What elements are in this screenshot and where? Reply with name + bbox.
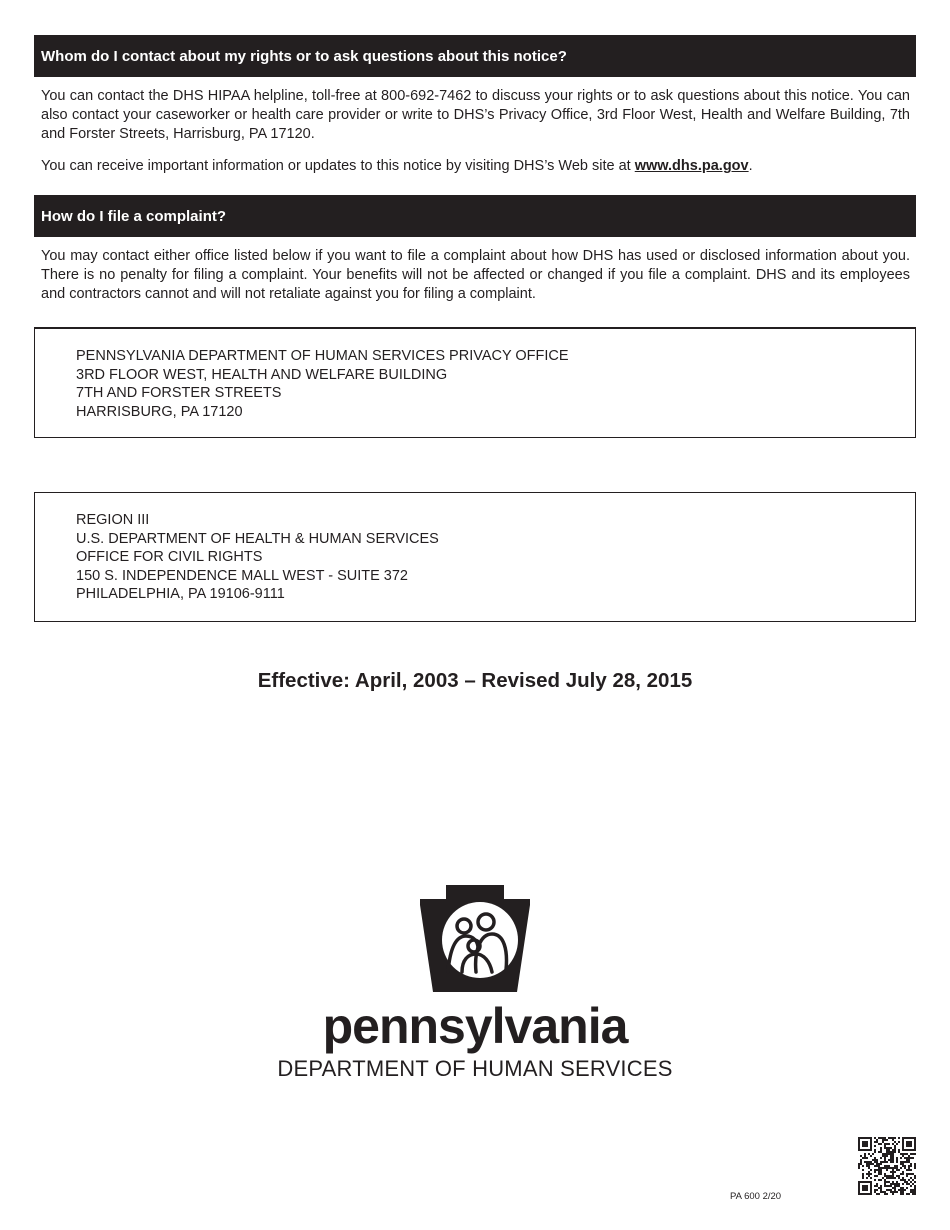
department-name: DEPARTMENT OF HUMAN SERVICES — [277, 1056, 673, 1081]
complaint-heading-text: How do I file a complaint? — [41, 207, 227, 225]
state-privacy-office-address — [34, 327, 916, 438]
website-paragraph-prefix: You can receive important information or updates to this notice by visiting DHS’s Web site at — [41, 158, 635, 174]
address-line: U.S. DEPARTMENT OF HEALTH & HUMAN SERVICES — [76, 530, 439, 547]
complaint-section-heading — [34, 195, 916, 237]
address-line: HARRISBURG, PA 17120 — [76, 403, 243, 420]
address-line: 3RD FLOOR WEST, HEALTH AND WELFARE BUILDING — [76, 366, 448, 383]
address-line: PENNSYLVANIA DEPARTMENT OF HUMAN SERVICES PRIVACY OFFICE — [76, 348, 569, 364]
contact-paragraph: You can contact the DHS HIPAA helpline, toll-free at 800-692-7462 to discuss your rights or to ask questions about this notice. You can also contact your caseworker or health care provider or write to DHS’s Privacy Office, 3rd Floor West, Health and Welfare Building, 7th and Forster Streets, Harrisburg, PA 17120. — [41, 88, 910, 142]
pennsylvania-wordmark: pennsylvania — [322, 998, 628, 1054]
website-paragraph — [41, 157, 910, 176]
website-paragraph-suffix: . — [748, 158, 753, 174]
address-line: REGION III — [76, 512, 150, 528]
form-number: PA 600 2/20 — [730, 1191, 782, 1202]
contact-section-heading — [34, 35, 916, 77]
dhs-website-link[interactable]: www.dhs.pa.gov — [634, 158, 749, 174]
address-line: PHILADELPHIA, PA 19106-9111 — [76, 586, 285, 603]
effective-date: Effective: April, 2003 – Revised July 28, 2015 — [257, 669, 693, 692]
address-line: 7TH AND FORSTER STREETS — [76, 385, 282, 402]
address-line: 150 S. INDEPENDENCE MALL WEST - SUITE 372 — [76, 567, 408, 584]
qr-code-icon — [858, 1137, 916, 1195]
contact-heading-text: Whom do I contact about my rights or to ask questions about this notice? — [41, 47, 567, 65]
address-line: OFFICE FOR CIVIL RIGHTS — [76, 549, 263, 566]
complaint-paragraph: You may contact either office listed below if you want to file a complaint about how DHS has used or disclosed information about you. There is no penalty for filing a complaint. Your benefits will not be affected or changed if you file a complaint. DHS and its employees and contractors cannot and will not retaliate against you for filing a complaint. — [41, 248, 910, 302]
federal-ocr-address — [34, 492, 916, 622]
